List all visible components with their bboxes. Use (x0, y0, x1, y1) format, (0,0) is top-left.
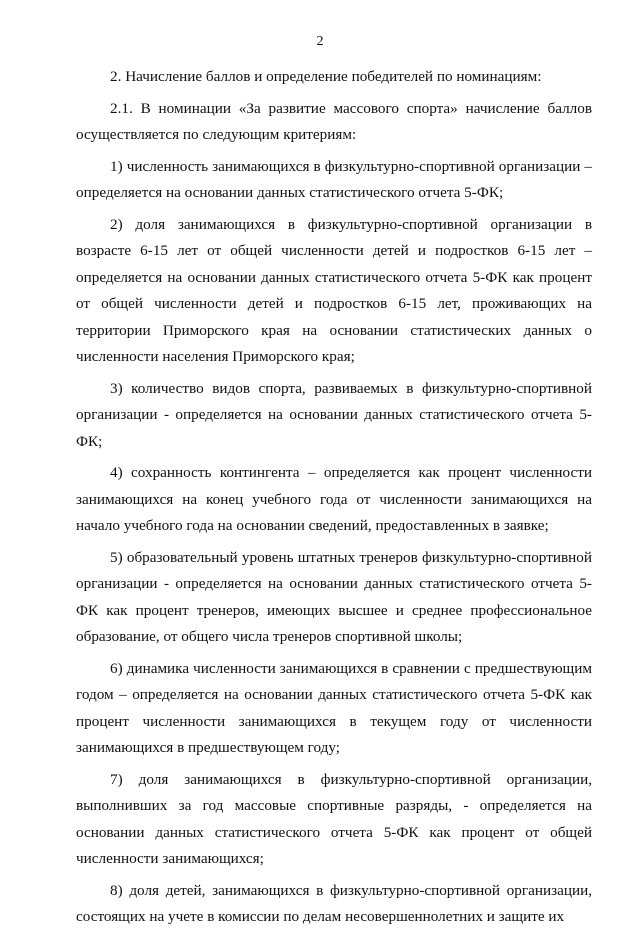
criterion-paragraph: 4) сохранность контингента – определяется как процент численности занимающихся на конец учебного года от численности занимающихся на начало учебного года на основании сведений, предоставленных в заявке; (76, 464, 592, 534)
criterion-paragraph: 5) образовательный уровень штатных тренеров физкультурно-спортивной организации - определяется на основании данных статистического отчета 5-ФК как процент тренеров, имеющих высшее и среднее профессиональное образование, от общего числа тренеров спортивной школы; (76, 548, 592, 645)
document-body (76, 64, 592, 936)
criterion-paragraph: 1) численность занимающихся в физкультурно-спортивной организации – определяется на основании данных статистического отчета 5-ФК; (76, 157, 592, 201)
section-heading: 2. Начисление баллов и определение победителей по номинациям: (110, 68, 542, 85)
criterion-paragraph: 6) динамика численности занимающихся в сравнении с предшествующим годом – определяется на основании данных статистического отчета 5-ФК как процент численности занимающихся в текущем году от численности занимающихся в предшествующем году; (76, 659, 592, 756)
page-number: 2 (316, 34, 324, 49)
criterion-paragraph: 3) количество видов спорта, развиваемых в физкультурно-спортивной организации - определяется на основании данных статистического отчета 5-ФК; (76, 379, 592, 450)
criterion-paragraph: 7) доля занимающихся в физкультурно-спортивной организации, выполнивших за год массовые спортивные разряды, - определяется на основании данных статистического отчета 5-ФК как процент от общей численности занимающихся; (76, 770, 592, 867)
criterion-paragraph: 2) доля занимающихся в физкультурно-спортивной организации в возрасте 6-15 лет от общей численности детей и подростков 6-15 лет – определяется на основании данных статистического отчета 5-ФК как процент от общей численности детей и подростков 6-15 лет, проживающих на территории Приморского края на основании статистических данных о численности населения Приморского края; (76, 215, 592, 365)
subsection-intro: 2.1. В номинации «За развитие массового спорта» начисление баллов осуществляется по следующим критериям: (76, 99, 592, 143)
criterion-paragraph: 8) доля детей, занимающихся в физкультурно-спортивной организации, состоящих на учете в комиссии по делам несовершеннолетних и защите их (76, 881, 592, 925)
